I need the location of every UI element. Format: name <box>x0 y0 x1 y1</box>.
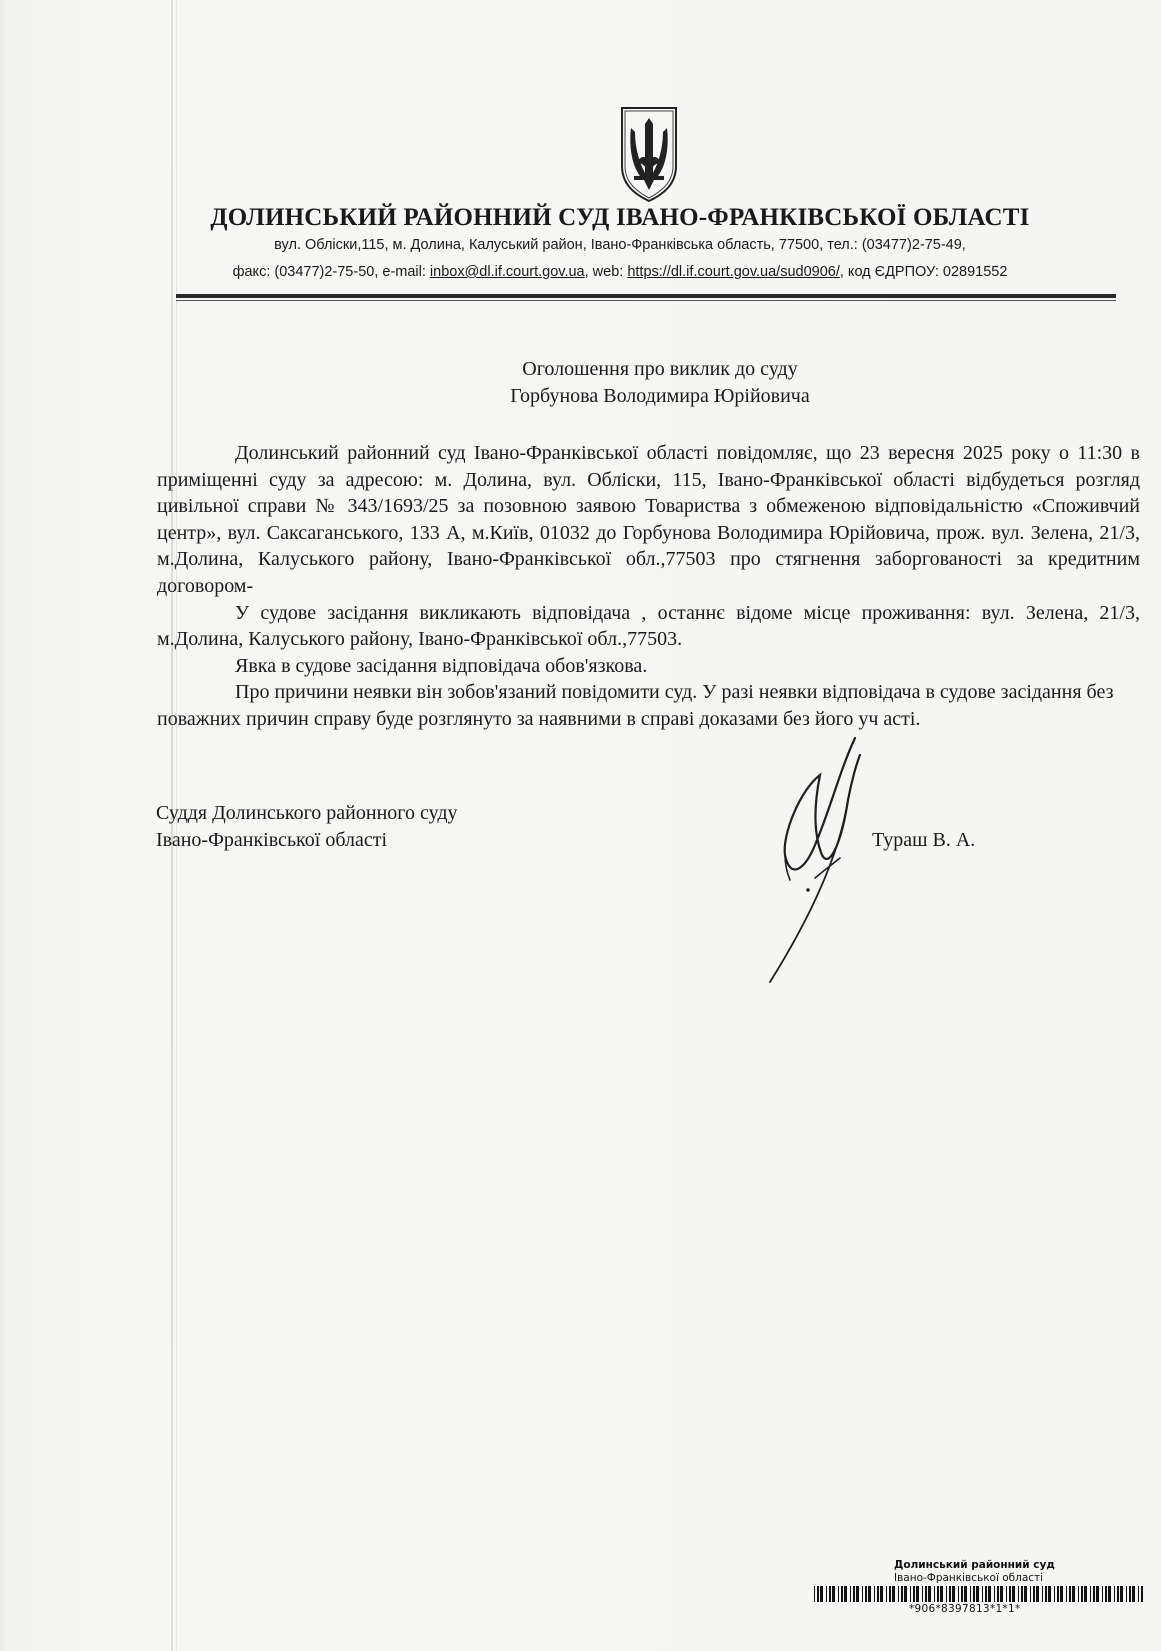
barcode-bar <box>994 1586 995 1602</box>
barcode-bar <box>1033 1586 1035 1602</box>
barcode-bar <box>844 1586 847 1602</box>
barcode-bar <box>1012 1586 1015 1602</box>
barcode-bar <box>985 1586 987 1602</box>
barcode-bar <box>1036 1586 1039 1602</box>
barcode-bar <box>928 1586 931 1602</box>
barcode-bar <box>1141 1586 1143 1602</box>
barcode-bar <box>838 1586 839 1602</box>
notice-title-line1: Оголошення про виклик до суду <box>522 358 798 380</box>
barcode-bar <box>832 1586 835 1602</box>
court-address: вул. Обліски,115, м. Долина, Калуський район, Івано-Франківська область, 77500, тел.: (03477)2-75-49, <box>274 237 966 253</box>
barcode-bar <box>1069 1586 1071 1602</box>
barcode-bar <box>841 1586 843 1602</box>
barcode-bar <box>961 1586 963 1602</box>
barcode-bar <box>937 1586 939 1602</box>
barcode-bar <box>1021 1586 1023 1602</box>
barcode-bar <box>922 1586 923 1602</box>
barcode-bar <box>1060 1586 1063 1602</box>
barcode-bar <box>856 1586 859 1602</box>
barcode-bar <box>982 1586 983 1602</box>
barcode-bar <box>820 1586 823 1602</box>
barcode-bar <box>916 1586 919 1602</box>
notice-paragraph-summons: У судове засідання викликають відповідача , останнє відоме місце проживання: вул. Зелена, 21/3, м.Долина, Калуського району, Івано-Франківської обл.,77503. <box>157 601 1140 651</box>
barcode-bar <box>1081 1586 1083 1602</box>
barcode-bar <box>892 1586 895 1602</box>
judge-position <box>156 800 458 854</box>
barcode-bar <box>1093 1586 1095 1602</box>
barcode-bar <box>865 1586 867 1602</box>
barcode-bar <box>829 1586 831 1602</box>
barcode-bar <box>874 1586 875 1602</box>
barcode-bar <box>1105 1586 1107 1602</box>
notice-paragraph-attendance: Явка в судове засідання відповідача обов'язкова. <box>235 654 648 677</box>
barcode-bar <box>877 1586 879 1602</box>
court-contacts <box>170 264 1070 280</box>
notice-title-line2: Горбунова Володимира Юрійовича <box>510 385 810 407</box>
barcode-bar <box>904 1586 907 1602</box>
stamp-court-name: Долинський районний суд <box>894 1559 1055 1571</box>
barcode-bar <box>1126 1586 1127 1602</box>
barcode-bar <box>886 1586 887 1602</box>
stamp-barcode-number: *906*8397813*1*1* <box>909 1603 1021 1615</box>
barcode-bar <box>826 1586 827 1602</box>
barcode-bar <box>862 1586 863 1602</box>
barcode-bar <box>988 1586 991 1602</box>
judge-position-line2: Івано-Франківської області <box>156 829 388 851</box>
notice-title <box>340 356 980 410</box>
fax-text: факс: (03477)2-75-50, e-mail: <box>232 264 430 280</box>
edrpou-code-text: , код ЄДРПОУ: 02891552 <box>839 264 1008 280</box>
barcode-bar <box>1138 1586 1139 1602</box>
handwritten-signature <box>760 730 910 990</box>
trident-emblem-icon <box>614 104 684 204</box>
header-divider-thick <box>176 294 1116 298</box>
web-link[interactable]: https://dl.if.court.gov.ua/sud0906/ <box>627 264 840 280</box>
barcode-bar <box>1114 1586 1115 1602</box>
barcode-bar <box>889 1586 891 1602</box>
header-divider-thin <box>176 300 1116 301</box>
barcode-bar <box>1024 1586 1027 1602</box>
notice-paragraph-hearing: Долинський районний суд Івано-Франківської області повідомляє, що 23 вересня 2025 року о 11:30 в приміщенні суду за адресою: м. Долина, вул. Обліски, 115, Івано-Франківської області відбудеться розгляд цивільної справи № 343/1693/25 за позовною заявою Товариства з обмеженою відповідальністю «Споживчий центр», вул. Саксаганського, 133 А, м.Київ, 01032 до Горбунова Володимира Юрійовича, прож. вул. Зелена, 21/3, м.Долина, Калуського району, Івано-Франківської обл.,77503 про стягнення заборгованості за кредитним договором- <box>157 442 1140 597</box>
barcode-bar <box>1084 1586 1087 1602</box>
barcode-bar <box>1057 1586 1059 1602</box>
barcode-bar <box>1117 1586 1119 1602</box>
barcode-bar <box>1090 1586 1091 1602</box>
notice-body <box>157 440 1140 733</box>
barcode-bar <box>925 1586 927 1602</box>
barcode-bar <box>868 1586 871 1602</box>
barcode-bar <box>964 1586 967 1602</box>
barcode-bar <box>1120 1586 1123 1602</box>
barcode-bar <box>1054 1586 1055 1602</box>
notice-paragraph-absence: Про причини неявки він зобов'язаний повідомити суд. У разі неявки відповідача в судове засідання без поважних причин справу буде розглянуто за наявними в справі доказами без його уч асті. <box>157 681 1114 730</box>
barcode-bar <box>1018 1586 1019 1602</box>
barcode-bar <box>814 1586 815 1602</box>
barcode-bar <box>997 1586 999 1602</box>
barcode-bar <box>952 1586 955 1602</box>
registry-stamp <box>814 1559 1144 1629</box>
barcode-bar <box>976 1586 979 1602</box>
barcode-bar <box>850 1586 851 1602</box>
barcode-bar <box>1096 1586 1099 1602</box>
barcode-bar <box>1102 1586 1103 1602</box>
barcode-bar <box>1048 1586 1051 1602</box>
barcode-bar <box>1072 1586 1075 1602</box>
barcode-bar <box>949 1586 951 1602</box>
barcode-bar <box>973 1586 975 1602</box>
barcode-bar <box>1066 1586 1067 1602</box>
judge-name: Тураш В. А. <box>872 829 976 851</box>
barcode-bar <box>934 1586 935 1602</box>
barcode-bar <box>1108 1586 1111 1602</box>
barcode-bar <box>1042 1586 1043 1602</box>
barcode-bar <box>1009 1586 1011 1602</box>
stamp-region: Івано-Франківської області <box>894 1572 1044 1584</box>
judge-position-line1: Суддя Долинського районного суду <box>156 802 458 824</box>
barcode-bar <box>853 1586 855 1602</box>
barcode-bar <box>970 1586 971 1602</box>
barcode-bar <box>880 1586 883 1602</box>
barcode-bar <box>958 1586 959 1602</box>
barcode <box>814 1586 1144 1602</box>
barcode-bar <box>901 1586 903 1602</box>
court-name: ДОЛИНСЬКИЙ РАЙОННИЙ СУД ІВАНО-ФРАНКІВСЬКОЇ ОБЛАСТІ <box>210 204 1030 231</box>
barcode-bar <box>1132 1586 1135 1602</box>
web-prefix-text: , web: <box>584 264 628 280</box>
barcode-bar <box>1078 1586 1079 1602</box>
barcode-bar <box>913 1586 915 1602</box>
barcode-bar <box>910 1586 911 1602</box>
barcode-bar <box>898 1586 899 1602</box>
barcode-bar <box>946 1586 947 1602</box>
barcode-bar <box>1045 1586 1047 1602</box>
barcode-bar <box>940 1586 943 1602</box>
email-link[interactable]: inbox@dl.if.court.gov.ua <box>429 264 585 280</box>
barcode-bar <box>1000 1586 1003 1602</box>
barcode-bar <box>1006 1586 1007 1602</box>
barcode-bar <box>817 1586 819 1602</box>
barcode-bar <box>1030 1586 1031 1602</box>
barcode-bar <box>1129 1586 1131 1602</box>
